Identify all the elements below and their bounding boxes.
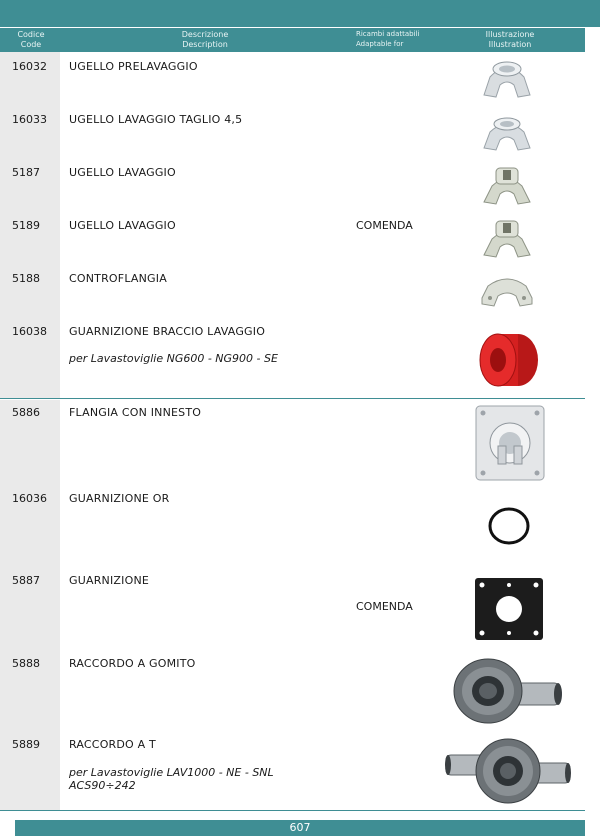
table-row bbox=[0, 264, 585, 317]
item-description: RACCORDO A T bbox=[69, 738, 156, 751]
item-description: FLANGIA CON INNESTO bbox=[69, 406, 202, 419]
header-ill-it: Illustrazione bbox=[485, 30, 535, 39]
item-description: CONTROFLANGIA bbox=[69, 272, 167, 285]
page-number: 607 bbox=[15, 820, 585, 836]
item-description: RACCORDO A GOMITO bbox=[69, 657, 196, 670]
red-gasket-icon bbox=[478, 329, 544, 391]
item-code: 5187 bbox=[12, 166, 40, 179]
flange-icon bbox=[474, 404, 546, 482]
top-banner bbox=[0, 0, 600, 27]
table-row bbox=[0, 317, 585, 398]
item-code: 5188 bbox=[12, 272, 40, 285]
elbow-fitting-icon bbox=[452, 655, 564, 727]
header-illustration bbox=[455, 30, 565, 49]
item-code: 5889 bbox=[12, 738, 40, 751]
nozzle-prewash-icon bbox=[478, 55, 536, 101]
tee-fitting-icon bbox=[444, 735, 572, 807]
table-header bbox=[0, 28, 585, 52]
item-code: 5888 bbox=[12, 657, 40, 670]
table-row bbox=[0, 733, 585, 810]
item-description: UGELLO LAVAGGIO bbox=[69, 219, 176, 232]
header-adaptable bbox=[356, 30, 466, 49]
item-description: GUARNIZIONE bbox=[69, 574, 150, 587]
section-divider bbox=[0, 398, 585, 399]
header-code-en: Code bbox=[20, 39, 42, 49]
table-row bbox=[0, 158, 585, 211]
o-ring-icon bbox=[486, 506, 532, 546]
header-ill-en: Illustration bbox=[488, 39, 532, 49]
header-desc-en: Description bbox=[182, 39, 228, 49]
item-code: 5887 bbox=[12, 574, 40, 587]
item-note: per Lavastoviglie NG600 - NG900 - SE bbox=[69, 352, 278, 365]
item-description: UGELLO PRELAVAGGIO bbox=[69, 60, 198, 73]
adaptable-for: COMENDA bbox=[356, 600, 413, 613]
header-description bbox=[130, 30, 280, 49]
nozzle-wash-icon bbox=[478, 213, 536, 261]
item-description: GUARNIZIONE OR bbox=[69, 492, 170, 505]
item-code: 16036 bbox=[12, 492, 47, 505]
section-divider bbox=[0, 810, 585, 811]
square-gasket-icon bbox=[473, 576, 545, 642]
item-code: 5189 bbox=[12, 219, 40, 232]
item-code: 16033 bbox=[12, 113, 47, 126]
table-row bbox=[0, 52, 585, 105]
table-row bbox=[0, 486, 585, 572]
table-row bbox=[0, 572, 585, 655]
table-row bbox=[0, 211, 585, 264]
header-adapt-it: Ricambi adattabili bbox=[356, 30, 420, 38]
item-description: UGELLO LAVAGGIO TAGLIO 4,5 bbox=[69, 113, 243, 126]
nozzle-wash-icon bbox=[478, 108, 536, 154]
item-code: 16032 bbox=[12, 60, 47, 73]
table-row bbox=[0, 105, 585, 158]
nozzle-wash-icon bbox=[478, 160, 536, 208]
item-description: GUARNIZIONE BRACCIO LAVAGGIO bbox=[69, 325, 266, 338]
table-row bbox=[0, 655, 585, 733]
header-code bbox=[0, 30, 62, 49]
item-code: 5886 bbox=[12, 406, 40, 419]
item-description: UGELLO LAVAGGIO bbox=[69, 166, 176, 179]
header-adapt-en: Adaptable for bbox=[356, 39, 404, 48]
header-code-it: Codice bbox=[17, 30, 45, 39]
counterflange-icon bbox=[478, 268, 536, 312]
table-row bbox=[0, 400, 585, 486]
adaptable-for: COMENDA bbox=[356, 219, 413, 232]
item-note: per Lavastoviglie LAV1000 - NE - SNL ACS90÷242 bbox=[69, 766, 274, 792]
header-desc-it: Descrizione bbox=[181, 30, 229, 39]
item-code: 16038 bbox=[12, 325, 47, 338]
